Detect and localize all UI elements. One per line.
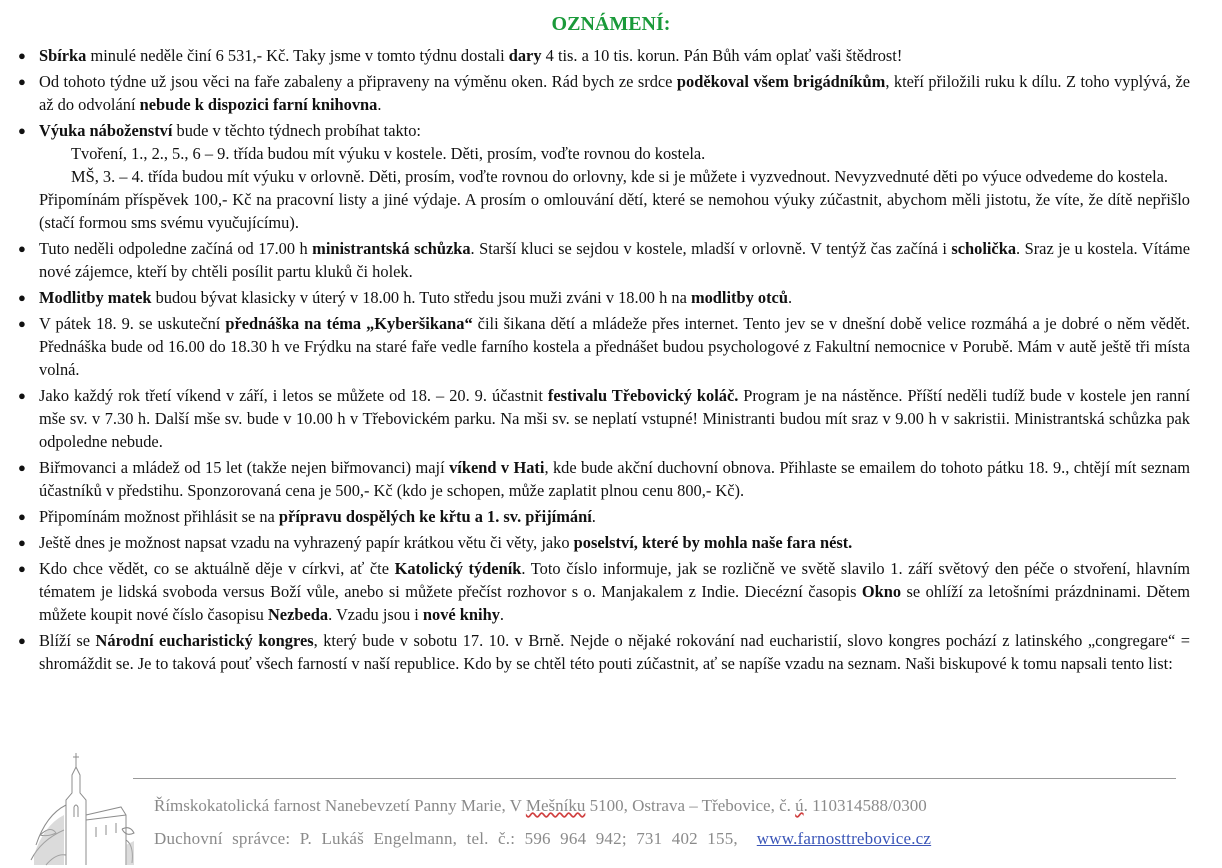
- text-run: se ohlíží za letošními prázdninami. Dětem můžete koupit nové číslo časopisu: [39, 582, 1190, 624]
- bold-phrase: poselství, které by mohla naše fara nést.: [573, 533, 853, 552]
- text-run: .: [787, 288, 793, 307]
- notice-item: [18, 119, 1190, 234]
- bullet-icon: ●: [18, 633, 26, 648]
- bullet-icon: ●: [18, 290, 26, 305]
- footer-divider: [133, 778, 1176, 779]
- text-run: bude v těchto týdnech probíhat takto:: [172, 121, 421, 140]
- text-run: Od tohoto týdne už jsou věci na faře zabaleny a připraveny na výměnu oken. Rád bych ze srdce: [39, 72, 677, 91]
- text-run: V pátek 18. 9. se uskuteční: [39, 314, 226, 333]
- bullet-icon: ●: [18, 388, 26, 403]
- notice-item: [18, 70, 1190, 116]
- notice-text: [39, 70, 1190, 116]
- text-run: , kteří přiložili ruku k dílu. Z toho vyplývá, že až do odvolání: [39, 72, 1190, 114]
- text-run: . Toto číslo informuje, jak se rozličně ve světě slavilo 1. září světový den péče o stvoření, hlavním tématem je lidská svoboda versus Boží vůle, anebo si můžete přečíst rozhovor s o. Manjakalem z Indie. Diecézní časopis: [39, 559, 1191, 601]
- bullet-icon: ●: [18, 48, 26, 63]
- notice-item: [18, 456, 1190, 502]
- sub-line: Tvoření, 1., 2., 5., 6 – 9. třída budou mít výuku v kostele. Děti, prosím, voďte rovnou do kostela.: [71, 144, 706, 163]
- page-title: OZNÁMENÍ:: [551, 13, 671, 35]
- notice-item: [18, 44, 1190, 67]
- bold-phrase: ministrantská schůzka: [312, 239, 471, 258]
- text-run: Blíží se: [39, 631, 96, 650]
- text-run: budou bývat klasicky v úterý v 18.00 h. Tuto středu jsou muži zváni v 18.00 h na: [151, 288, 691, 307]
- bullet-icon: ●: [18, 241, 26, 256]
- text-run: minulé neděle činí 6 531,- Kč. Taky jsme v tomto týdnu dostali: [86, 46, 509, 65]
- notice-list: [18, 44, 1190, 678]
- notice-item: [18, 384, 1190, 453]
- text-run: Sraz je u kostela. Vítáme nové zájemce, kteří by chtěli posílit partu kluků či holek.: [39, 239, 1191, 281]
- notice-text: [39, 44, 1190, 67]
- text-run: Kdo chce vědět, co se aktuálně děje v církvi, ať čte: [39, 559, 395, 578]
- notice-text: [39, 557, 1190, 626]
- bullet-icon: ●: [18, 316, 26, 331]
- bullet-icon: ●: [18, 509, 26, 524]
- notice-text: [39, 312, 1190, 381]
- bullet-icon: ●: [18, 123, 26, 138]
- bold-phrase: poděkoval všem brigádníkům: [676, 72, 886, 91]
- bullet-icon: ●: [18, 535, 26, 550]
- text-run: .: [1016, 239, 1021, 258]
- notice-text: [39, 505, 1190, 528]
- text-run: čili šikana dětí a mládeže přes internet. Tento jev se v dnešní době velice rozmáhá a je dobré o něm vědět. Přednáška bude od 16.00 do 18.30 h ve Frýdku na staré faře vedle farního kostela a přednášet budou psychologové z Fakultní nemocnice v Porubě. Mám v autě ještě tři místa volná.: [39, 314, 1191, 379]
- text-run: .: [499, 605, 505, 624]
- text-run: .: [377, 95, 382, 114]
- text-run: . Vzadu jsou i: [328, 605, 423, 624]
- bold-phrase: dary: [508, 46, 542, 65]
- bold-phrase: modlitby otců: [690, 288, 788, 307]
- notice-item: [18, 629, 1190, 675]
- website-link[interactable]: www.farnosttrebovice.cz: [756, 829, 932, 848]
- notice-item: [18, 531, 1190, 554]
- text-run: Program je na nástěnce. Příští neděli tudíž bude v kostele jen ranní mše sv. v 7.30 h. Další mše sv. bude v 10.00 h v Třebovickém parku. Na mši sv. se neplatí vstupné! Ministranti budou mít sraz v 9.00 h v sakristii. Ministrantská schůzka pak odpoledne nebude.: [39, 386, 1190, 451]
- sub-line: MŠ, 3. – 4. třída budou mít výuku v orlovně. Děti, prosím, voďte rovnou do orlovny, kde si je můžete i vyzvednout. Nevyzvednuté děti po výuce odvedeme do kostela.: [71, 167, 1169, 186]
- text-run: , který bude v sobotu 17. 10. v Brně. Nejde o nějaké rokování nad eucharistií, slovo kongres pochází z latinského „congregare“ = shromáždit se. Je to taková pouť všech farností v naší republice. Kdo by se chtěl této pouti zúčastnit, ať se napíše vzadu na seznam. Naši biskupové k tomu napsali tento list:: [39, 631, 1190, 673]
- bold-phrase: Modlitby matek: [39, 288, 152, 307]
- notice-item: [18, 312, 1190, 381]
- notice-item: [18, 237, 1190, 283]
- text-run: 4 tis. a 10 tis. korun. Pán Bůh vám oplať vaši štědrost!: [541, 46, 903, 65]
- notice-text: [39, 629, 1190, 675]
- text-run: Ještě dnes je možnost napsat vzadu na vyhrazený papír krátkou větu či věty, jako: [39, 533, 574, 552]
- notice-text: [39, 531, 1190, 554]
- bold-phrase: Katolický týdeník: [394, 559, 522, 578]
- notice-text: [39, 286, 1190, 309]
- parish-address: Římskokatolická farnost Nanebevzetí Panny Marie, V Mešníku 5100, Ostrava – Třebovice, č. ú. 110314588/0300: [154, 796, 927, 815]
- text-run: Jako každý rok třetí víkend v září, i letos se můžete od 18. – 20. 9. účastnit: [39, 386, 548, 405]
- church-logo: [26, 745, 136, 867]
- notice-text: [39, 119, 1190, 142]
- text-run: . Starší kluci se sejdou v kostele, mladší v orlovně. V tentýž čas začíná i: [470, 239, 952, 258]
- bullet-icon: ●: [18, 561, 26, 576]
- bold-phrase: nebude k dispozici farní knihovna: [139, 95, 378, 114]
- bold-phrase: festivalu Třebovický koláč.: [547, 386, 739, 405]
- notice-item: [18, 505, 1190, 528]
- notice-tail: Připomínám příspěvek 100,- Kč na pracovní listy a jiné výdaje. A prosím o omlouvání dětí, které se nemohou výuky zúčastnit, abychom měli jistotu, že víte, že dítě nepřišlo (stačí formou sms svému vyučujícímu).: [39, 190, 1190, 232]
- bold-phrase: přípravu dospělých ke křtu a 1. sv. přijímání: [278, 507, 592, 526]
- bullet-icon: ●: [18, 74, 26, 89]
- text-run: Tuto neděli odpoledne začíná od 17.00 h: [39, 239, 313, 258]
- parish-contact: Duchovní správce: P. Lukáš Engelmann, tel. č.: 596 964 942; 731 402 155, www.farnosttrebovice.cz: [154, 829, 932, 848]
- text-run: Biřmovanci a mládež od 15 let (takže nejen biřmovanci) mají: [39, 458, 450, 477]
- bold-phrase: přednáška na téma „Kyberšikana“: [225, 314, 473, 333]
- text-run: , kde bude akční duchovní obnova. Přihlaste se emailem do tohoto pátku 18. 9., chtějí mít seznam účastníků v předstihu. Sponzorovaná cena je 500,- Kč (kdo je schopen, může zaplatit plnou cenu 800,- Kč).: [39, 458, 1190, 500]
- bullet-icon: ●: [18, 460, 26, 475]
- notice-text: [39, 237, 1190, 283]
- notice-item: [18, 557, 1190, 626]
- text-run: Připomínám možnost přihlásit se na: [39, 507, 279, 526]
- bold-phrase: scholička: [951, 239, 1017, 258]
- notice-text: [39, 456, 1190, 502]
- bold-phrase: víkend v Hati: [449, 458, 545, 477]
- bold-phrase: Nezbeda: [267, 605, 329, 624]
- text-run: .: [591, 507, 596, 526]
- bold-phrase: Výuka náboženství: [39, 121, 173, 140]
- bold-phrase: Národní eucharistický kongres: [95, 631, 314, 650]
- bold-phrase: nové knihy: [422, 605, 500, 624]
- bold-phrase: Okno: [861, 582, 902, 601]
- notice-item: [18, 286, 1190, 309]
- notice-text: [39, 384, 1190, 453]
- bold-phrase: Sbírka: [39, 46, 87, 65]
